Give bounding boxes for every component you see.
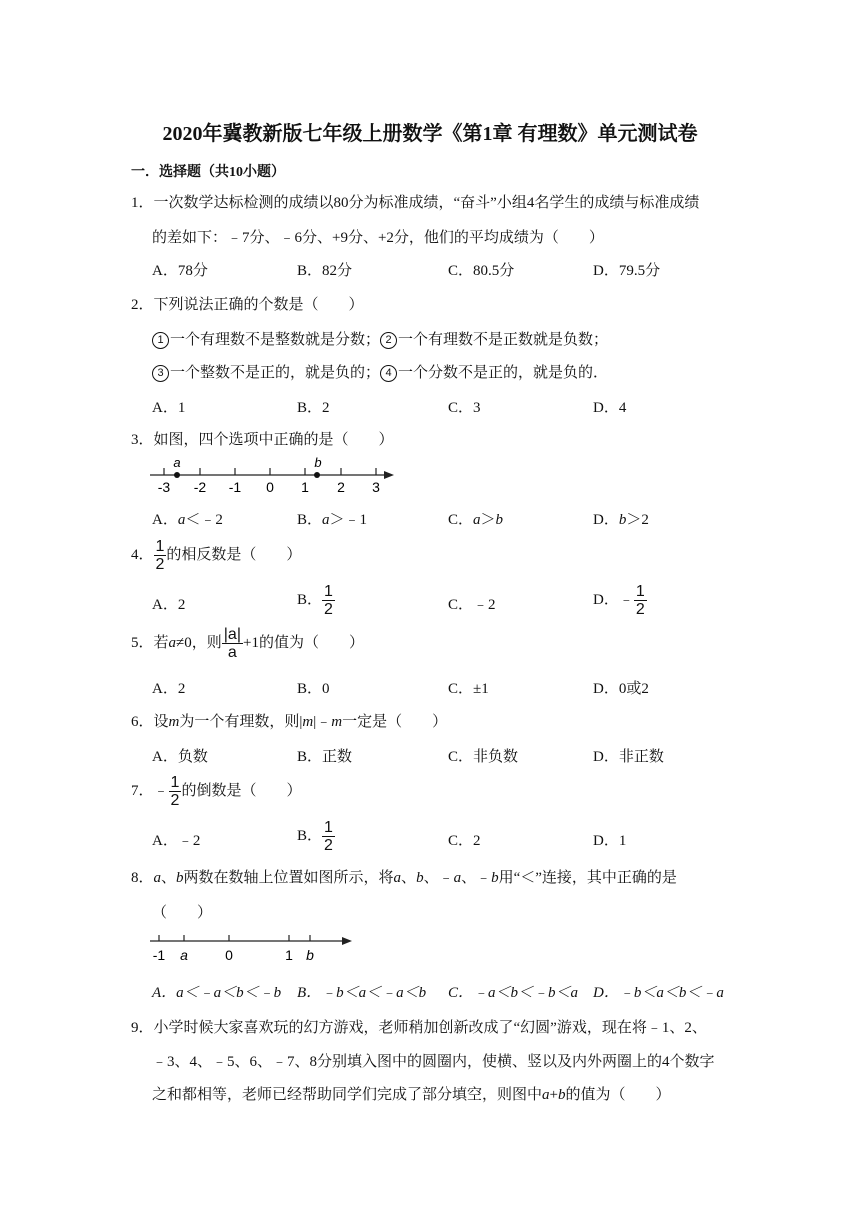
circled-number-2: 2 bbox=[380, 332, 397, 349]
point-b bbox=[314, 472, 320, 478]
question-1-line-1: 1．一次数学达标检测的成绩以80分为标准成绩，“奋斗”小组4名学生的成绩与标准成绩 bbox=[131, 195, 700, 211]
circled-number-3: 3 bbox=[152, 365, 169, 382]
q2-option-a: A．1 bbox=[152, 400, 186, 416]
q3-option-c: C．a＞b bbox=[448, 512, 504, 528]
q8-option-c: C．﹣a＜b＜﹣b＜a bbox=[448, 985, 579, 1001]
q6-option-c: C．非负数 bbox=[448, 749, 519, 765]
q3-option-b: B．a＞﹣1 bbox=[297, 512, 368, 528]
fraction: $\frac{1}{2}$ bbox=[635, 583, 645, 618]
q1-option-d: D．79.5分 bbox=[593, 263, 661, 279]
q4-option-a: A．2 bbox=[152, 597, 186, 613]
tick-label: -1 bbox=[228, 479, 242, 495]
q8-option-a: A．a＜﹣a＜b＜﹣b bbox=[152, 985, 282, 1001]
question-5-stem: 5．若a≠0，则 $\frac{|a|}{a}$ +1的值为（ ） bbox=[131, 626, 364, 661]
tick-label: -3 bbox=[157, 479, 171, 495]
fraction: $\frac{1}{2}$ bbox=[324, 819, 333, 854]
label-a: a bbox=[173, 455, 181, 470]
question-9-line-1: 9．小学时候大家喜欢玩的幻方游戏，老师稍加创新改成了“幻圆”游戏，现在将﹣1、2、 bbox=[131, 1020, 707, 1036]
question-1-line-2: 的差如下：﹣7分、﹣6分、+9分、+2分，他们的平均成绩为（ ） bbox=[152, 230, 604, 246]
question-9-line-3: 之和都相等，老师已经帮助同学们完成了部分填空，则图中a+b的值为（ ） bbox=[152, 1087, 671, 1103]
q5-option-a: A．2 bbox=[152, 681, 186, 697]
q6-option-b: B．正数 bbox=[297, 749, 353, 765]
q7-option-a: A．﹣2 bbox=[152, 833, 201, 849]
label-a: a bbox=[180, 947, 188, 963]
tick-label: 1 bbox=[285, 947, 293, 963]
q5-option-b: B．0 bbox=[297, 681, 330, 697]
q6-option-a: A．负数 bbox=[152, 749, 208, 765]
tick-label: 1 bbox=[301, 479, 309, 495]
tick-label: 0 bbox=[225, 947, 233, 963]
q7-option-b: B． $\frac{1}{2}$ bbox=[297, 819, 333, 854]
section-heading: 一．选择题（共10小题） bbox=[131, 165, 285, 180]
question-3-stem: 3．如图，四个选项中正确的是（ ） bbox=[131, 432, 394, 448]
q5-option-d: D．0或2 bbox=[593, 681, 649, 697]
tick-label: 2 bbox=[337, 479, 345, 495]
question-2-stem: 2．下列说法正确的个数是（ ） bbox=[131, 297, 364, 313]
circled-number-4: 4 bbox=[380, 365, 397, 382]
question-6-stem: 6．设m为一个有理数，则|m|﹣m一定是（ ） bbox=[131, 714, 448, 730]
tick-label: -1 bbox=[152, 947, 166, 963]
question-8-line-2: （ ） bbox=[152, 905, 213, 921]
label-b: b bbox=[306, 947, 314, 963]
fraction: $\frac{1}{2}$ bbox=[170, 774, 180, 809]
q1-option-c: C．80.5分 bbox=[448, 263, 515, 279]
page-title: 2020年冀教新版七年级上册数学《第1章 有理数》单元测试卷 bbox=[162, 123, 698, 145]
q7-option-d: D．1 bbox=[593, 833, 627, 849]
q8-option-b: B．﹣b＜a＜﹣a＜b bbox=[297, 985, 427, 1001]
q4-option-d: D．﹣ $\frac{1}{2}$ bbox=[593, 583, 645, 618]
question-4-stem: 4． $\frac{1}{2}$ 的相反数是（ ） bbox=[131, 538, 302, 573]
fraction: $\frac{1}{2}$ bbox=[155, 538, 165, 573]
q7-option-c: C．2 bbox=[448, 833, 481, 849]
question-2-statements-2: 3 一个整数不是正的，就是负的； 4 一个分数不是正的，就是负的． bbox=[152, 361, 608, 382]
point-a bbox=[174, 472, 180, 478]
fraction: $\frac{1}{2}$ bbox=[324, 583, 333, 618]
q8-number-line bbox=[148, 930, 358, 964]
tick-label: 0 bbox=[266, 479, 274, 495]
q4-option-c: C．﹣2 bbox=[448, 597, 496, 613]
q2-option-b: B．2 bbox=[297, 400, 330, 416]
tick-label: 3 bbox=[372, 479, 380, 495]
question-2-statements-1: 1 一个有理数不是整数就是分数； 2 一个有理数不是正数就是负数； bbox=[152, 328, 608, 349]
q3-number-line bbox=[148, 454, 400, 496]
question-9-line-2: ﹣3、4、﹣5、6、﹣7、8分别填入图中的圆圈内，使横、竖以及内外两圈上的4个数字 bbox=[152, 1054, 715, 1070]
q8-option-d: D．﹣b＜a＜b＜﹣a bbox=[593, 985, 724, 1001]
tick-label: -2 bbox=[193, 479, 207, 495]
q2-option-c: C．3 bbox=[448, 400, 481, 416]
question-7-stem: 7．﹣ $\frac{1}{2}$ 的倒数是（ ） bbox=[131, 774, 302, 809]
q1-option-a: A．78分 bbox=[152, 263, 208, 279]
q3-option-d: D．b＞2 bbox=[593, 512, 649, 528]
label-b: b bbox=[314, 455, 322, 470]
q5-option-c: C．±1 bbox=[448, 681, 489, 697]
q3-option-a: A．a＜﹣2 bbox=[152, 512, 223, 528]
q6-option-d: D．非正数 bbox=[593, 749, 664, 765]
q2-option-d: D．4 bbox=[593, 400, 627, 416]
fraction-abs-a-over-a: $\frac{|a|}{a}$ bbox=[223, 626, 241, 661]
question-8-line-1: 8．a、b两数在数轴上位置如图所示，将a、b、﹣a、﹣b用“＜”连接，其中正确的是 bbox=[131, 870, 677, 886]
q1-option-b: B．82分 bbox=[297, 263, 353, 279]
circled-number-1: 1 bbox=[152, 332, 169, 349]
q4-option-b: B． $\frac{1}{2}$ bbox=[297, 583, 333, 618]
